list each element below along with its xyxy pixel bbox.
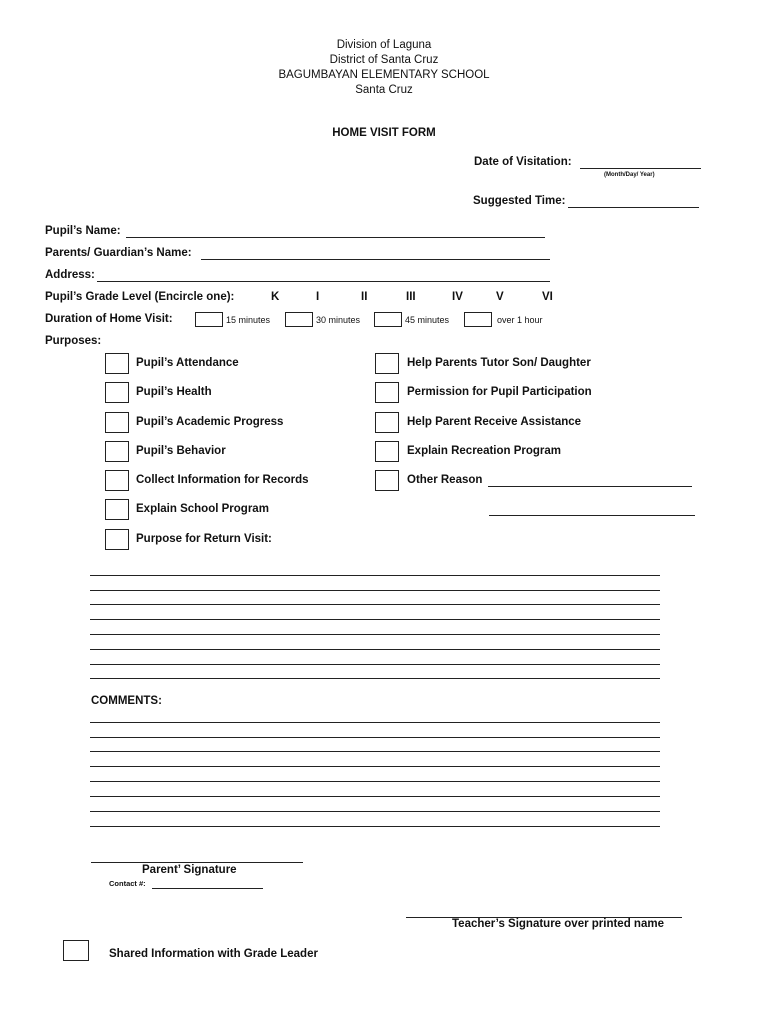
return-visit-line[interactable] — [90, 634, 660, 635]
grade-level-label: Pupil’s Grade Level (Encircle one): — [45, 291, 235, 303]
duration-checkbox[interactable] — [195, 312, 223, 327]
comment-line[interactable] — [90, 796, 660, 797]
comment-line[interactable] — [90, 722, 660, 723]
comment-line[interactable] — [90, 766, 660, 767]
purpose-label: Pupil’s Attendance — [136, 357, 239, 369]
comment-line[interactable] — [90, 826, 660, 827]
teacher-signature-label: Teacher’s Signature over printed name — [452, 918, 664, 930]
comment-line[interactable] — [90, 781, 660, 782]
duration-option-label: 45 minutes — [405, 315, 450, 325]
purpose-label: Permission for Pupil Participation — [407, 386, 592, 398]
purposes-label: Purposes: — [45, 335, 102, 347]
other-reason-field-2[interactable] — [489, 515, 695, 516]
purpose-checkbox[interactable] — [375, 441, 399, 462]
comment-line[interactable] — [90, 737, 660, 738]
purpose-label: Explain School Program — [136, 503, 269, 515]
pupil-name-label: Pupil’s Name: — [45, 225, 121, 237]
parent-signature-label: Parent’ Signature — [142, 864, 237, 876]
division-text: Division of Laguna — [336, 39, 432, 51]
purpose-label: Pupil’s Academic Progress — [136, 416, 284, 428]
grade-option[interactable]: VI — [542, 291, 553, 303]
contact-label: Contact #: — [109, 879, 146, 888]
duration-checkbox[interactable] — [374, 312, 402, 327]
purpose-label: Help Parents Tutor Son/ Daughter — [407, 357, 591, 369]
purpose-label: Explain Recreation Program — [407, 445, 562, 457]
date-hint: (Month/Day/ Year) — [604, 172, 655, 178]
duration-label: Duration of Home Visit: — [45, 313, 173, 325]
grade-option[interactable]: II — [361, 291, 368, 303]
purpose-checkbox[interactable] — [105, 353, 129, 374]
parent-signature-line[interactable] — [91, 862, 303, 863]
address-label: Address: — [45, 269, 95, 281]
grade-option[interactable]: I — [316, 291, 320, 303]
purpose-label: Purpose for Return Visit: — [136, 533, 272, 545]
other-reason-field[interactable] — [488, 486, 692, 487]
purpose-checkbox[interactable] — [375, 412, 399, 433]
district-text: District of Santa Cruz — [329, 54, 439, 66]
purpose-checkbox[interactable] — [105, 412, 129, 433]
purpose-checkbox[interactable] — [105, 470, 129, 491]
purpose-checkbox[interactable] — [105, 499, 129, 520]
grade-option[interactable]: V — [496, 291, 504, 303]
return-visit-line[interactable] — [90, 575, 660, 576]
duration-option-label: 30 minutes — [316, 315, 361, 325]
comments-label: COMMENTS: — [91, 695, 162, 707]
purpose-checkbox[interactable] — [375, 382, 399, 403]
grade-option[interactable]: K — [271, 291, 280, 303]
time-field[interactable] — [568, 207, 699, 208]
comment-line[interactable] — [90, 751, 660, 752]
town-text: Santa Cruz — [355, 84, 413, 96]
purpose-label: Help Parent Receive Assistance — [407, 416, 582, 428]
return-visit-line[interactable] — [90, 664, 660, 665]
purpose-checkbox[interactable] — [105, 382, 129, 403]
purpose-label: Other Reason — [407, 474, 483, 486]
purpose-label: Pupil’s Health — [136, 386, 212, 398]
shared-info-label: Shared Information with Grade Leader — [109, 948, 318, 960]
return-visit-line[interactable] — [90, 649, 660, 650]
purpose-checkbox[interactable] — [105, 441, 129, 462]
comment-line[interactable] — [90, 811, 660, 812]
time-label: Suggested Time: — [473, 195, 566, 207]
duration-checkbox[interactable] — [464, 312, 492, 327]
duration-option-label: over 1 hour — [497, 315, 543, 325]
purpose-label: Pupil’s Behavior — [136, 445, 226, 457]
date-label: Date of Visitation: — [474, 156, 572, 168]
return-visit-line[interactable] — [90, 590, 660, 591]
school-name: BAGUMBAYAN ELEMENTARY SCHOOL — [278, 69, 490, 81]
return-visit-line[interactable] — [90, 678, 660, 679]
grade-option[interactable]: III — [406, 291, 416, 303]
return-visit-line[interactable] — [90, 619, 660, 620]
shared-info-checkbox[interactable] — [63, 940, 89, 961]
duration-checkbox[interactable] — [285, 312, 313, 327]
contact-field[interactable] — [152, 888, 263, 889]
purpose-checkbox[interactable] — [375, 353, 399, 374]
return-visit-line[interactable] — [90, 604, 660, 605]
purpose-label: Collect Information for Records — [136, 474, 309, 486]
form-title: HOME VISIT FORM — [332, 127, 436, 139]
purpose-checkbox[interactable] — [105, 529, 129, 550]
guardian-name-label: Parents/ Guardian’s Name: — [45, 247, 192, 259]
pupil-name-field[interactable] — [126, 237, 545, 238]
address-field[interactable] — [97, 281, 550, 282]
date-field[interactable] — [580, 168, 701, 169]
purpose-checkbox[interactable] — [375, 470, 399, 491]
duration-option-label: 15 minutes — [226, 315, 271, 325]
grade-option[interactable]: IV — [452, 291, 463, 303]
guardian-name-field[interactable] — [201, 259, 550, 260]
